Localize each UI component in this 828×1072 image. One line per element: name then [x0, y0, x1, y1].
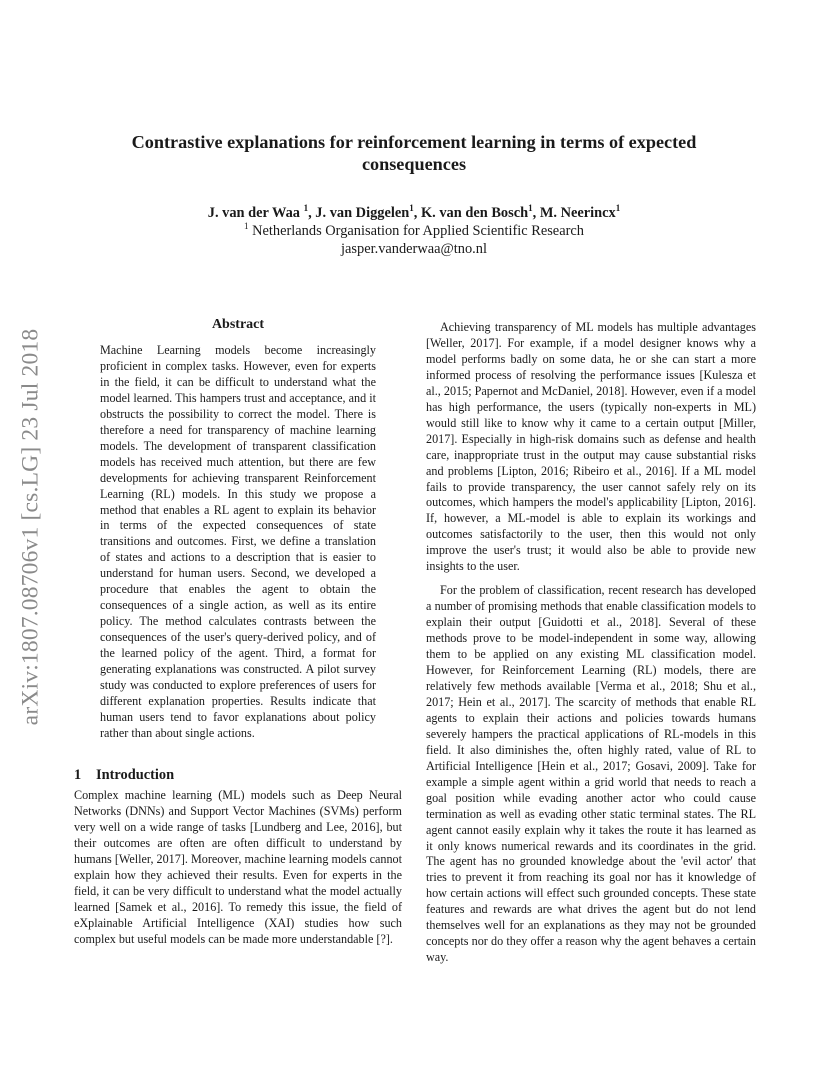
- abstract-heading: Abstract: [211, 317, 265, 332]
- author-block: [92, 204, 736, 258]
- body-paragraph-2: For the problem of classification, recent research has developed a number of promising methods that enable classification models to explain their output [Guidotti et al., 2018]. Several of these methods prove to be model-independent in some way, allowing them to be applied on any existing ML classification model. However, for Reinforcement Learning (RL) models, there are relatively few methods available [Verma et al., 2018; Shu et al., 2017; Hein et al., 2017]. The scarcity of methods that enable RL agents to explain their actions and policies towards humans severely hampers the practical applications of RL-models in this field. It also diminishes the, often highly rated, value of RL to Artificial Intelligence [Hein et al., 2017; Gosavi, 2009]. Take for example a simple agent within a grid world that needs to reach a goal position while evading another actor who could cause termination as well as evading other static terminal states. The RL agent cannot easily explain why it takes the route it has learned as it only knows numerical rewards and its coordinates in the grid. The agent has no grounded knowledge about the 'evil actor' that tries to prevent it from reaching its goal nor has it knowledge of how certain actions will effect such grounded concepts. These state features and rewards are what drives the agent but do not lend themselves well for an explanations as they may not be grounded concepts nor do they offer a reason why the agent behaves a certain way.: [426, 583, 756, 965]
- author-name: K. van den Bosch: [420, 205, 529, 221]
- author-list: J. van der Waa $^1$, J. van Diggelen$^1$, K. van den Bosch$^1$, M. Neerincx$^1$: [207, 203, 621, 221]
- affiliation-marker: 1: [244, 221, 249, 231]
- body-paragraph-1: Achieving transparency of ML models has multiple advantages [Weller, 2017]. For example, if a model designer knows why a model performs badly on some data, he or she can start a more informed process of resolving the performance issues [Kulesza et al., 2015; Papernot and McDaniel, 2018]. However, even if a model has high performance, the users (typically non-experts in ML) would still like to know why it came to a certain output [Miller, 2017]. Especially in high-risk domains such as defense and health care, inappropriate trust in the output may cause substantial risks and problems [Lipton, 2016; Ribeiro et al., 2016]. If a ML model fails to provide transparency, the user cannot safely rely on its outcomes, which hampers the model's applicability [Lipton, 2016]. If, however, a ML-model is able to explain its workings and outcomes satisfactorily to the user, then this would not only improve the user's trust; it would also be able to provide new insights to the user.: [426, 320, 756, 574]
- introduction-section: [74, 766, 402, 948]
- right-column: [426, 320, 756, 966]
- introduction-paragraph: Complex machine learning (ML) models such as Deep Neural Networks (DNNs) and Support Vector Machines (SVMs) perform very well on a wide range of tasks [Lundberg and Lee, 2016], but their outcomes are often are often difficult to understand by humans [Weller, 2017]. Moreover, machine learning models cannot explain how they achieved their results. Even for experts in the field, it can be very difficult to understand what the model actually learned [Samek et al., 2016]. To remedy this issue, the field of eXplainable Artificial Intelligence (XAI) studies how such complex but useful models can be made more understandable [?].: [74, 788, 402, 946]
- affiliation-name: Netherlands Organisation for Applied Scientific Research: [252, 223, 584, 239]
- section-title: Introduction: [96, 767, 175, 783]
- affiliation-marker: 1: [615, 203, 621, 213]
- arxiv-identifier-text: arXiv:1807.08706v1 [cs.LG] 23 Jul 2018: [17, 328, 44, 726]
- affiliation-marker: 1: [409, 203, 414, 213]
- author-name: M. Neerincx: [539, 205, 616, 221]
- affiliation-marker: 1: [303, 203, 309, 213]
- paper-title: Contrastive explanations for reinforcement learning in terms of expected consequences: [131, 132, 697, 174]
- author-email: jasper.vanderwaa@tno.nl: [341, 241, 487, 257]
- author-name: J. van Diggelen: [315, 205, 410, 221]
- abstract-text: Machine Learning models become increasingly proficient in complex tasks. However, even for experts in the field, it can be difficult to understand what the model learned. This hampers trust and acceptance, and it obstructs the possibility to correct the model. There is therefore a need for transparency of machine learning models. The development of transparent classification models has received much attention, but there are few developments for achieving transparent Reinforcement Learning (RL) models. In this study we propose a method that enables a RL agent to explain its behavior in terms of the expected consequences of state transitions and outcomes. First, we define a translation of states and actions to a description that is easier to understand for human users. Second, we developed a procedure that enables the agent to obtain the consequences of a single action, as well as its entire policy. The method calculates contrasts between the consequences of the user's query-derived policy, and of the learned policy of the agent. Third, a format for generating explanations was constructed. A pilot survey study was conducted to explore preferences of users for different explanation properties. Results indicate that human users tend to favor explanations about policy rather than about single actions.: [100, 343, 376, 740]
- affiliation-marker: 1: [528, 203, 533, 213]
- arxiv-identifier-stamp: [16, 296, 46, 758]
- section-heading: [74, 766, 402, 784]
- section-number: 1: [74, 767, 82, 783]
- abstract-section: [100, 316, 376, 742]
- author-name: J. van der Waa: [207, 205, 300, 221]
- affiliation: [92, 222, 736, 240]
